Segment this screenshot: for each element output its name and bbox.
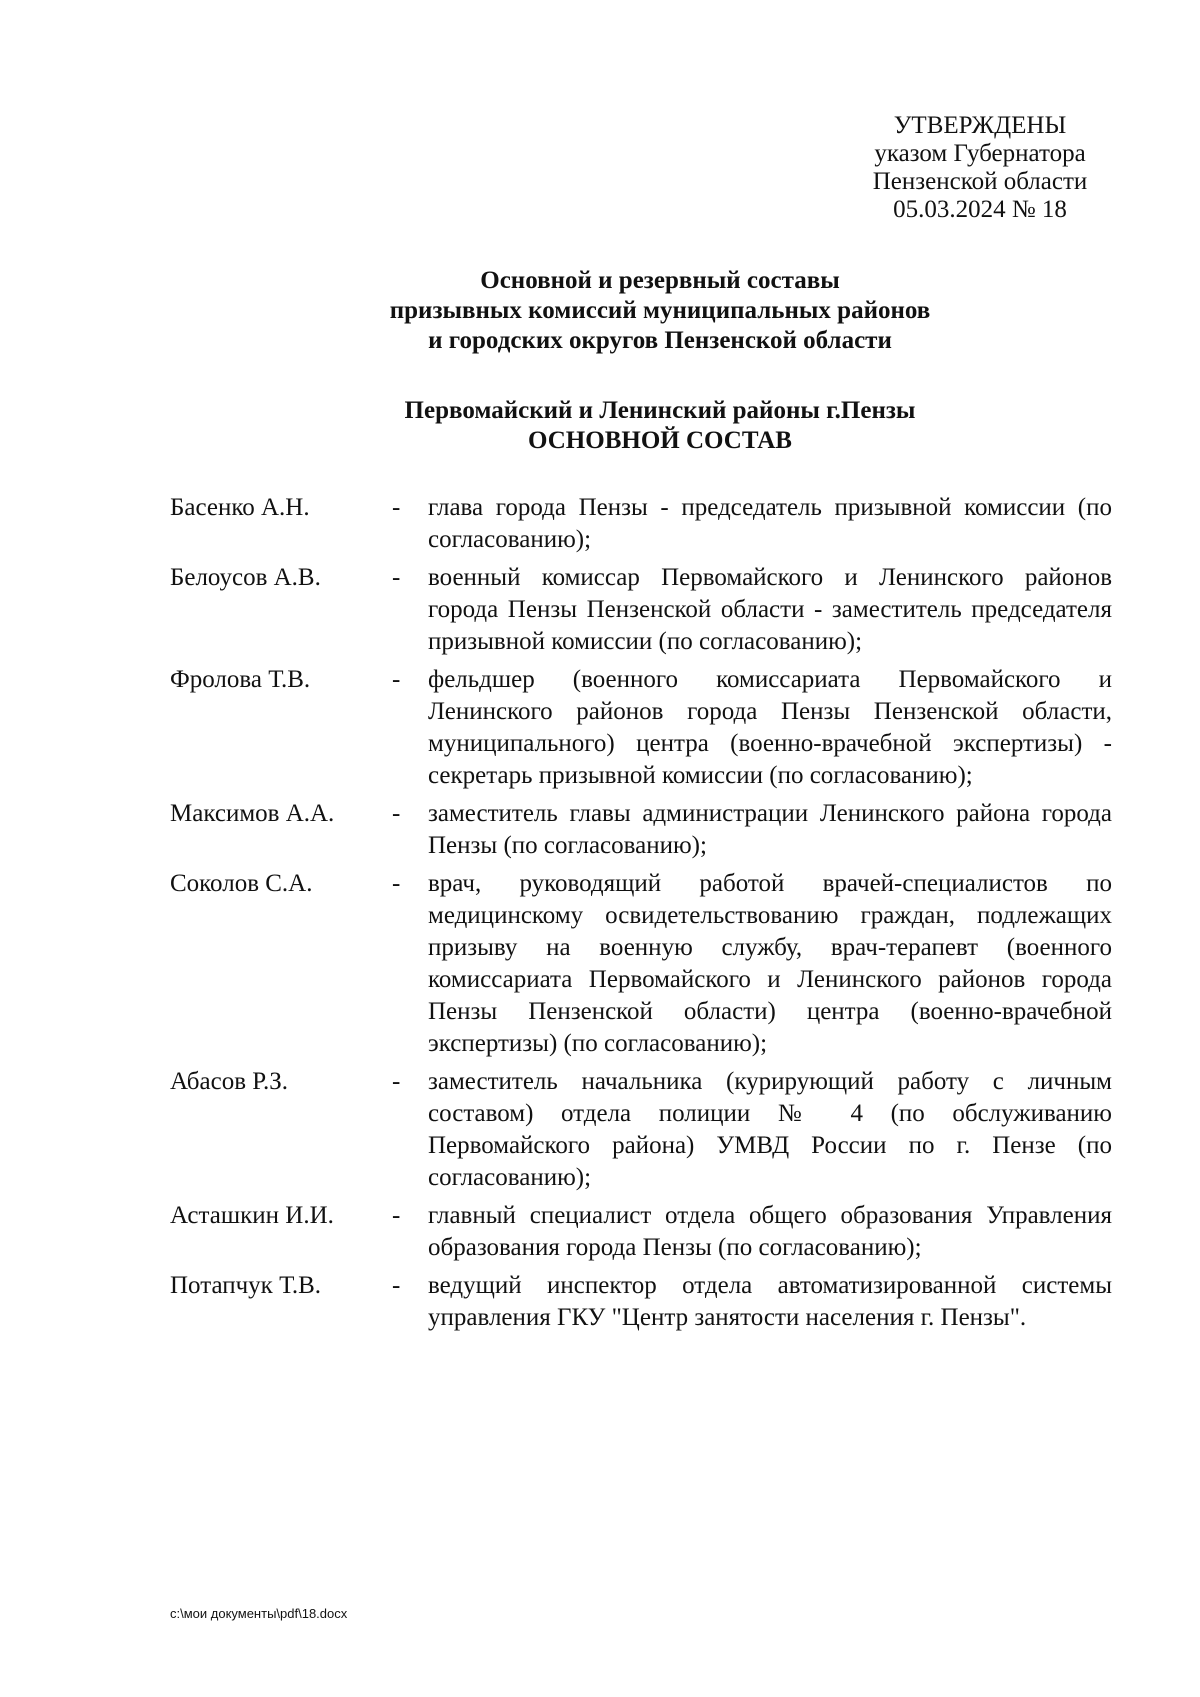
member-row	[170, 1200, 1112, 1264]
member-role: главный специалист отдела общего образования Управления образования города Пензы (по согласованию);	[428, 1202, 1112, 1261]
member-dash: -	[392, 1068, 401, 1095]
member-row	[170, 1066, 1112, 1194]
member-role: глава города Пензы - председатель призывной комиссии (по согласованию);	[428, 494, 1112, 553]
approval-line-4: 05.03.2024 № 18	[893, 196, 1067, 223]
member-role: ведущий инспектор отдела автоматизированной системы управления ГКУ "Центр занятости населения г. Пензы".	[428, 1272, 1112, 1331]
member-name: Асташкин И.И.	[170, 1202, 334, 1229]
member-row	[170, 868, 1112, 1060]
approval-line-3: Пензенской области	[872, 168, 1088, 195]
member-row	[170, 562, 1112, 658]
document-title	[170, 266, 1150, 356]
member-name: Потапчук Т.В.	[170, 1272, 322, 1299]
member-role: заместитель главы администрации Ленинского района города Пензы (по согласованию);	[428, 800, 1112, 859]
member-row	[170, 664, 1112, 792]
member-dash: -	[392, 666, 401, 693]
member-role: военный комиссар Первомайского и Ленинского районов города Пензы Пензенской области - заместитель председателя призывной комиссии (по согласованию);	[428, 564, 1112, 655]
section-heading	[170, 396, 1150, 456]
member-dash: -	[392, 564, 401, 591]
approval-stamp-block	[840, 112, 1120, 224]
member-name: Белоусов А.В.	[170, 564, 321, 591]
member-role: фельдшер (военного комиссариата Первомайского и Ленинского районов города Пензы Пензенской области, муниципального) центра (военно-врачебной экспертизы) - секретарь призывной комиссии (по согласованию);	[428, 666, 1112, 789]
members-list	[170, 492, 1112, 1340]
approval-line-1: УТВЕРЖДЕНЫ	[893, 112, 1067, 139]
member-name: Абасов Р.З.	[170, 1068, 289, 1095]
member-dash: -	[392, 1202, 401, 1229]
member-name: Фролова Т.В.	[170, 666, 311, 693]
member-name: Басенко А.Н.	[170, 494, 310, 521]
title-line-2: призывных комиссий муниципальных районов	[389, 297, 931, 324]
approval-line-2: указом Губернатора	[874, 140, 1086, 167]
member-dash: -	[392, 870, 401, 897]
member-row	[170, 798, 1112, 862]
member-dash: -	[392, 800, 401, 827]
composition-title: ОСНОВНОЙ СОСТАВ	[528, 427, 792, 454]
member-row	[170, 1270, 1112, 1334]
member-name: Соколов С.А.	[170, 870, 313, 897]
title-line-3: и городских округов Пензенской области	[428, 327, 892, 354]
member-dash: -	[392, 1272, 401, 1299]
file-path-footer: c:\мои документы\pdf\18.docx	[170, 1606, 348, 1621]
member-role: заместитель начальника (курирующий работу с личным составом) отдела полиции № 4 (по обслуживанию Первомайского района) УМВД России по г. Пензе (по согласованию);	[428, 1068, 1112, 1191]
member-dash: -	[392, 494, 401, 521]
title-line-1: Основной и резервный составы	[480, 267, 840, 294]
member-name: Максимов А.А.	[170, 800, 335, 827]
member-role: врач, руководящий работой врачей-специалистов по медицинскому освидетельствованию граждан, подлежащих призыву на военную службу, врач-терапевт (военного комиссариата Первомайского и Ленинского районов города Пензы Пензенской области) центра (военно-врачебной экспертизы) (по согласованию);	[428, 870, 1112, 1057]
district-title: Первомайский и Ленинский районы г.Пензы	[404, 397, 916, 424]
member-row	[170, 492, 1112, 556]
